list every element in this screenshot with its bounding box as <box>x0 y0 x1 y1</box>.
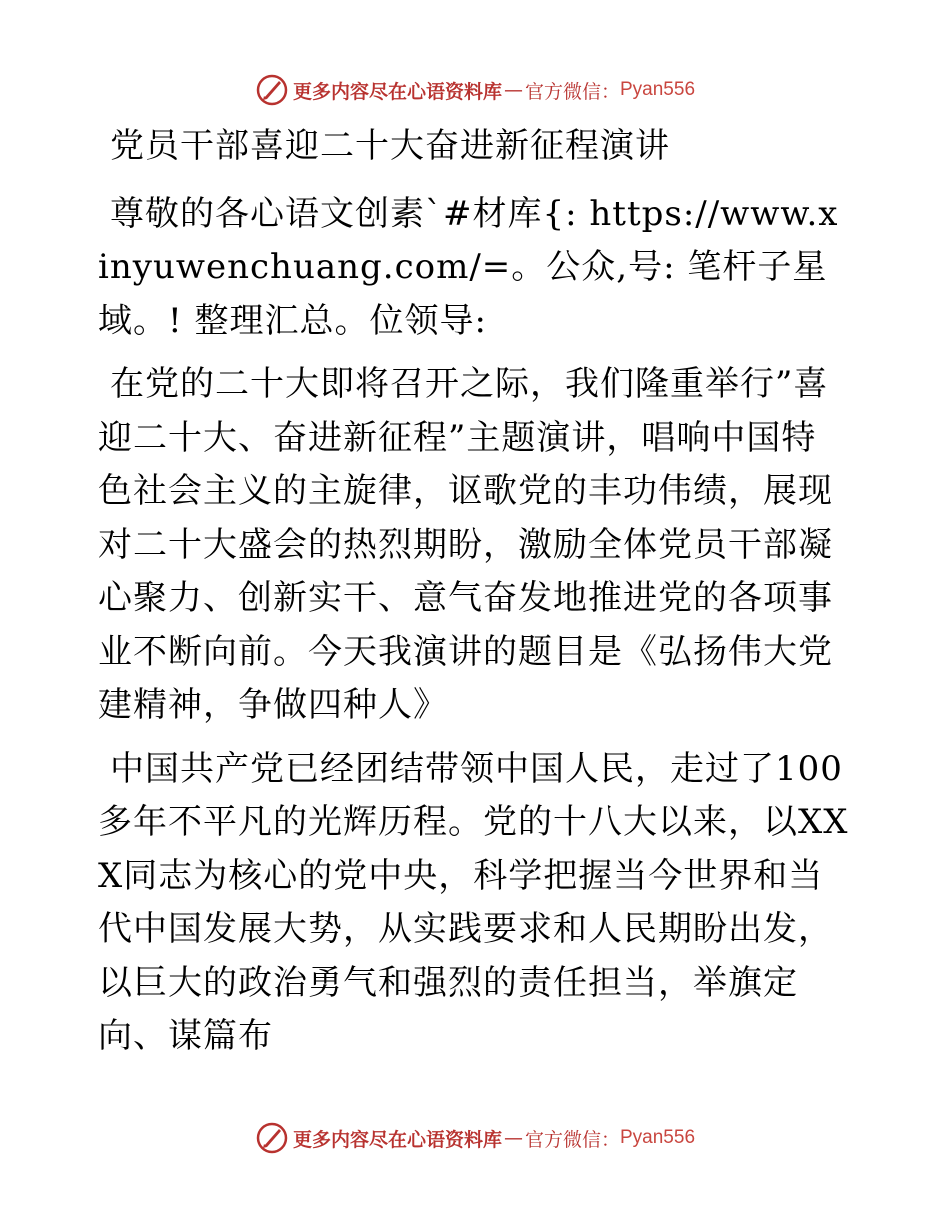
quill-logo-icon <box>255 1121 289 1155</box>
paragraph-intro: 在党的二十大即将召开之际，我们隆重举行”喜迎二十大、奋进新征程”主题演讲，唱响中国特色社会主义的主旋律，讴歌党的丰功伟绩，展现对二十大盛会的热烈期盼，激励全体党员干部凝心聚力、创新实干、意气奋发地推进党的各项事业不断向前。今天我演讲的题目是《弘扬伟大党建精神，争做四种人》 <box>98 364 833 725</box>
footer-site-name: 更多内容尽在心语资料库 <box>292 1128 502 1151</box>
header-watermark-banner <box>0 70 950 110</box>
footer-dash: — <box>503 1127 523 1149</box>
header-dash: — <box>503 79 523 101</box>
paragraph-salutation: 尊敬的各心语文创素`#材库{: https://www.xinyuwenchuang.com/=。公众,号: 笔杆子星域。! 整理汇总。位领导: <box>98 193 839 341</box>
document-body <box>98 120 850 1074</box>
footer-wechat-id: Pyan556 <box>620 1127 696 1148</box>
header-wechat-label: 官方微信： <box>524 80 620 103</box>
footer-watermark-banner <box>0 1118 950 1158</box>
document-title: 党员干部喜迎二十大奋进新征程演讲 <box>110 126 670 166</box>
header-site-name: 更多内容尽在心语资料库 <box>292 80 502 103</box>
header-wechat-id: Pyan556 <box>620 79 696 100</box>
footer-wechat-label: 官方微信： <box>524 1128 620 1151</box>
paragraph-history: 中国共产党已经团结带领中国人民，走过了100多年不平凡的光辉历程。党的十八大以来，以XXX同志为核心的党中央，科学把握当今世界和当代中国发展大势，从实践要求和人民期盼出发，以巨大的政治勇气和强烈的责任担当，举旗定向、谋篇布 <box>98 748 849 1056</box>
quill-logo-icon <box>255 73 289 107</box>
